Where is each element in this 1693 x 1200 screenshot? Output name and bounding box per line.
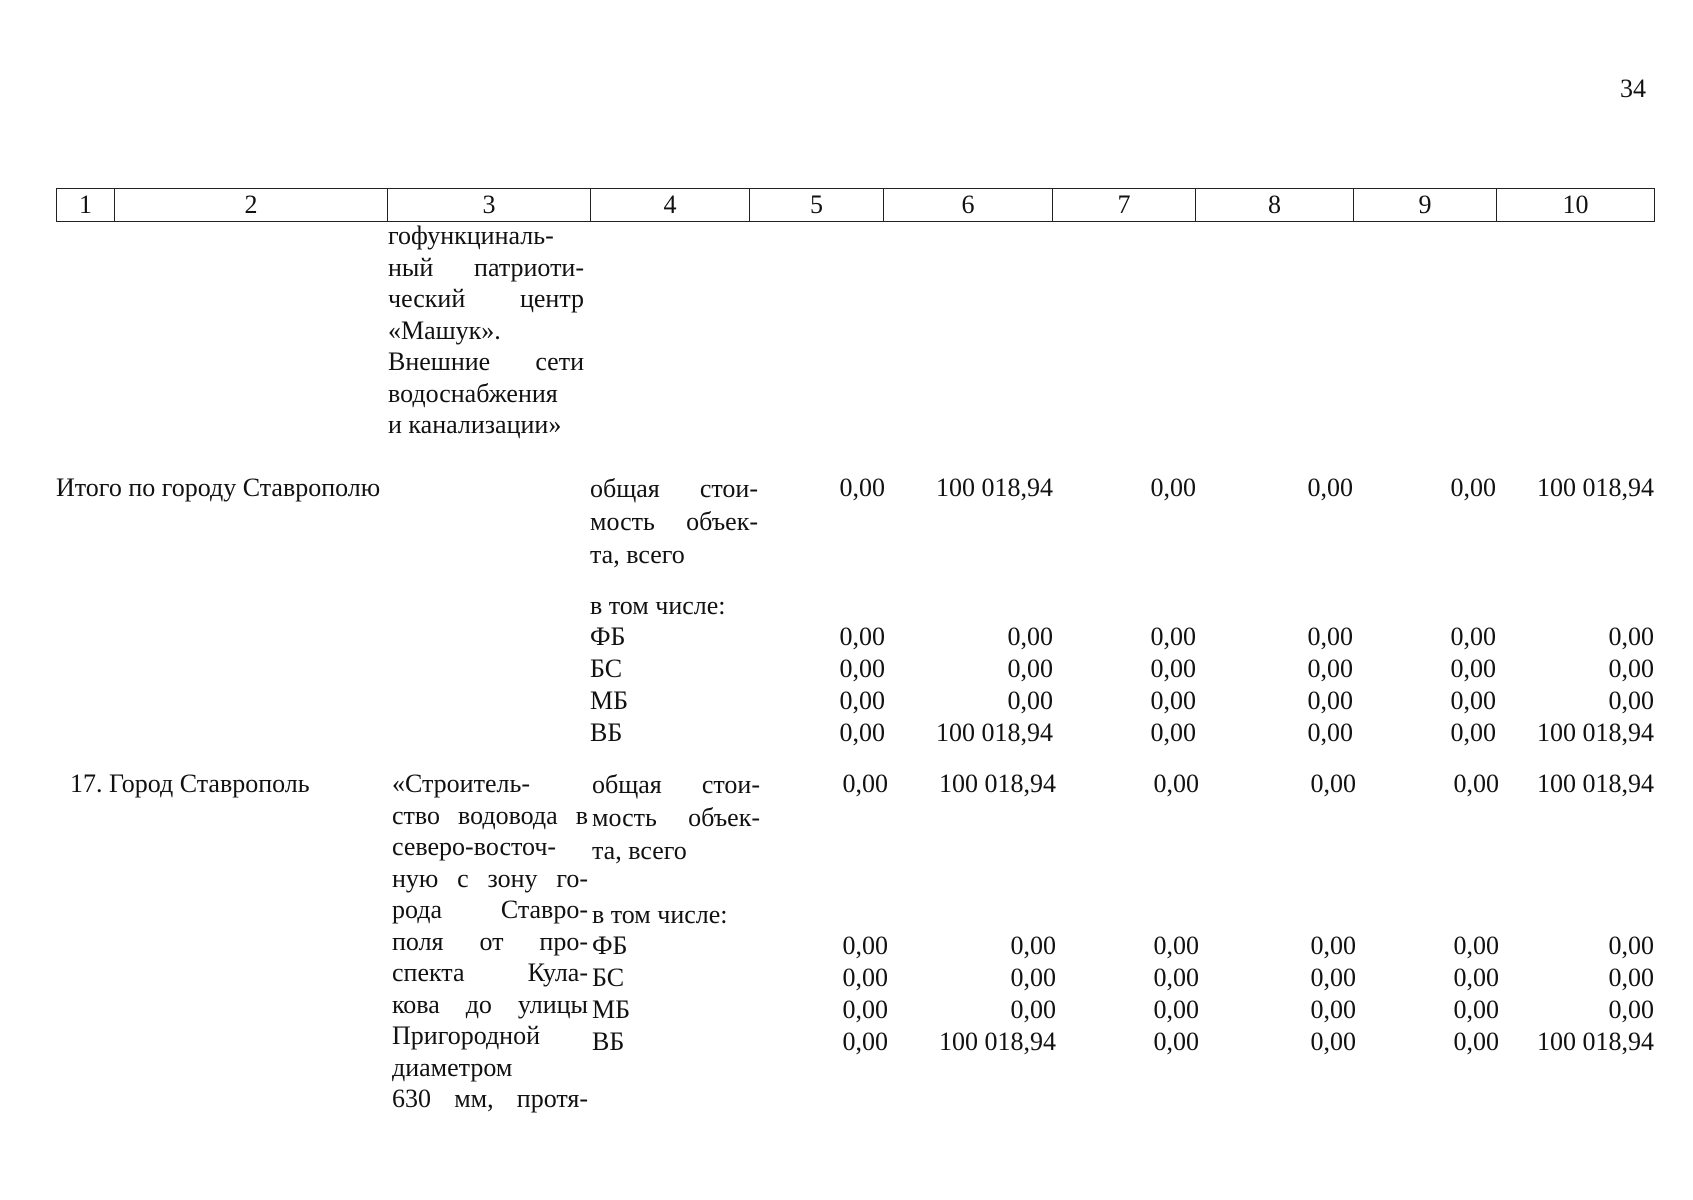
total-cost-label [590,472,758,571]
value-col-7: 0,00 [1153,931,1199,960]
header-col-6: 6 [884,189,1053,222]
row-label-mb: МБ [590,686,629,715]
value-col-8: 0,00 [1307,473,1353,502]
value-col-10: 100 018,94 [1537,473,1654,502]
value-col-7: 0,00 [1150,686,1196,715]
value-col-5: 0,00 [842,769,888,798]
cost-label-line: та, всего [590,540,685,569]
value-col-10: 0,00 [1608,686,1654,715]
description-line: «Строитель- [392,769,530,798]
description-line: спекта Кула- [392,958,588,987]
value-col-9: 0,00 [1450,718,1496,747]
value-col-7: 0,00 [1150,718,1196,747]
value-col-5: 0,00 [839,718,885,747]
value-col-6: 100 018,94 [936,718,1053,747]
value-col-9: 0,00 [1450,473,1496,502]
value-col-5: 0,00 [842,1027,888,1056]
header-col-3: 3 [388,189,591,222]
including-label: в том числе: [592,900,728,929]
item-label: 17. Город Ставрополь [70,769,310,798]
item-description [392,768,588,1115]
row-label-fb: ФБ [590,622,626,651]
description-line: Пригородной [392,1021,541,1050]
value-col-10: 0,00 [1608,654,1654,683]
value-col-7: 0,00 [1153,995,1199,1024]
description-line: «Машук». [388,315,501,345]
description-line: ческий центр [388,284,584,313]
value-col-10: 100 018,94 [1537,1027,1654,1056]
header-col-4: 4 [591,189,750,222]
value-col-9: 0,00 [1450,622,1496,651]
value-col-9: 0,00 [1453,769,1499,798]
including-label: в том числе: [590,591,726,620]
total-label: Итого по городу Ставрополю [56,473,381,502]
description-line: рода Ставро- [392,895,588,924]
value-col-7: 0,00 [1150,654,1196,683]
value-col-9: 0,00 [1453,963,1499,992]
header-col-7: 7 [1053,189,1196,222]
cost-label-line: общая стои- [592,770,760,799]
description-line: гофункциналь- [388,221,554,250]
description-line: Внешние сети [388,347,584,376]
header-col-9: 9 [1354,189,1497,222]
value-col-7: 0,00 [1153,963,1199,992]
description-line: поля от про- [392,926,588,956]
description-line: ный патриоти- [388,252,584,282]
value-col-8: 0,00 [1310,1027,1356,1056]
value-col-10: 0,00 [1608,622,1654,651]
cost-label-line: общая стои- [590,474,758,503]
header-col-10: 10 [1497,189,1655,222]
value-col-10: 100 018,94 [1537,718,1654,747]
header-col-5: 5 [750,189,884,222]
value-col-9: 0,00 [1450,654,1496,683]
value-col-6: 100 018,94 [939,1027,1056,1056]
cost-label-line: мость объек- [592,803,760,832]
value-col-5: 0,00 [839,622,885,651]
value-col-8: 0,00 [1307,686,1353,715]
value-col-10: 0,00 [1608,931,1654,960]
value-col-5: 0,00 [842,995,888,1024]
value-col-5: 0,00 [842,931,888,960]
value-col-8: 0,00 [1307,654,1353,683]
value-col-6: 100 018,94 [936,473,1053,502]
value-col-8: 0,00 [1307,718,1353,747]
value-col-6: 0,00 [1010,963,1056,992]
row-label-vb: ВБ [590,718,623,747]
description-line: диаметром [392,1052,513,1082]
value-col-9: 0,00 [1453,931,1499,960]
description-line: ство водовода в [392,800,588,830]
value-col-5: 0,00 [839,473,885,502]
page-number: 34 [1620,74,1646,103]
value-col-8: 0,00 [1310,931,1356,960]
value-col-9: 0,00 [1453,995,1499,1024]
value-col-10: 0,00 [1608,963,1654,992]
row-label-bs: БС [590,654,623,683]
description-line: ную с зону го- [392,863,588,893]
description-line: водоснабжения [388,378,558,408]
row-label-vb: ВБ [592,1027,625,1056]
description-line: кова до улицы [392,989,588,1019]
value-col-6: 100 018,94 [939,769,1056,798]
value-col-5: 0,00 [842,963,888,992]
row-label-mb: МБ [592,995,631,1024]
value-col-6: 0,00 [1010,931,1056,960]
value-col-6: 0,00 [1010,995,1056,1024]
value-col-6: 0,00 [1007,654,1053,683]
value-col-8: 0,00 [1310,963,1356,992]
description-line: северо-восточ- [392,832,557,861]
description-line: и канализации» [388,410,562,439]
description-line: 630 мм, протя- [392,1084,588,1113]
value-col-8: 0,00 [1310,769,1356,798]
cost-label-line: та, всего [592,836,687,865]
header-col-2: 2 [115,189,388,222]
value-col-6: 0,00 [1007,686,1053,715]
cost-label-line: мость объек- [590,507,758,536]
value-col-6: 0,00 [1007,622,1053,651]
header-col-1: 1 [57,189,115,222]
row-label-fb: ФБ [592,931,628,960]
value-col-10: 100 018,94 [1537,769,1654,798]
continued-description [388,220,584,441]
value-col-7: 0,00 [1153,769,1199,798]
value-col-8: 0,00 [1310,995,1356,1024]
value-col-9: 0,00 [1453,1027,1499,1056]
row-label-bs: БС [592,963,625,992]
item-cost-label [592,768,760,867]
value-col-5: 0,00 [839,654,885,683]
value-col-10: 0,00 [1608,995,1654,1024]
column-number-header [56,188,1655,222]
header-col-8: 8 [1196,189,1354,222]
value-col-7: 0,00 [1150,473,1196,502]
value-col-9: 0,00 [1450,686,1496,715]
value-col-7: 0,00 [1150,622,1196,651]
value-col-8: 0,00 [1307,622,1353,651]
value-col-5: 0,00 [839,686,885,715]
value-col-7: 0,00 [1153,1027,1199,1056]
